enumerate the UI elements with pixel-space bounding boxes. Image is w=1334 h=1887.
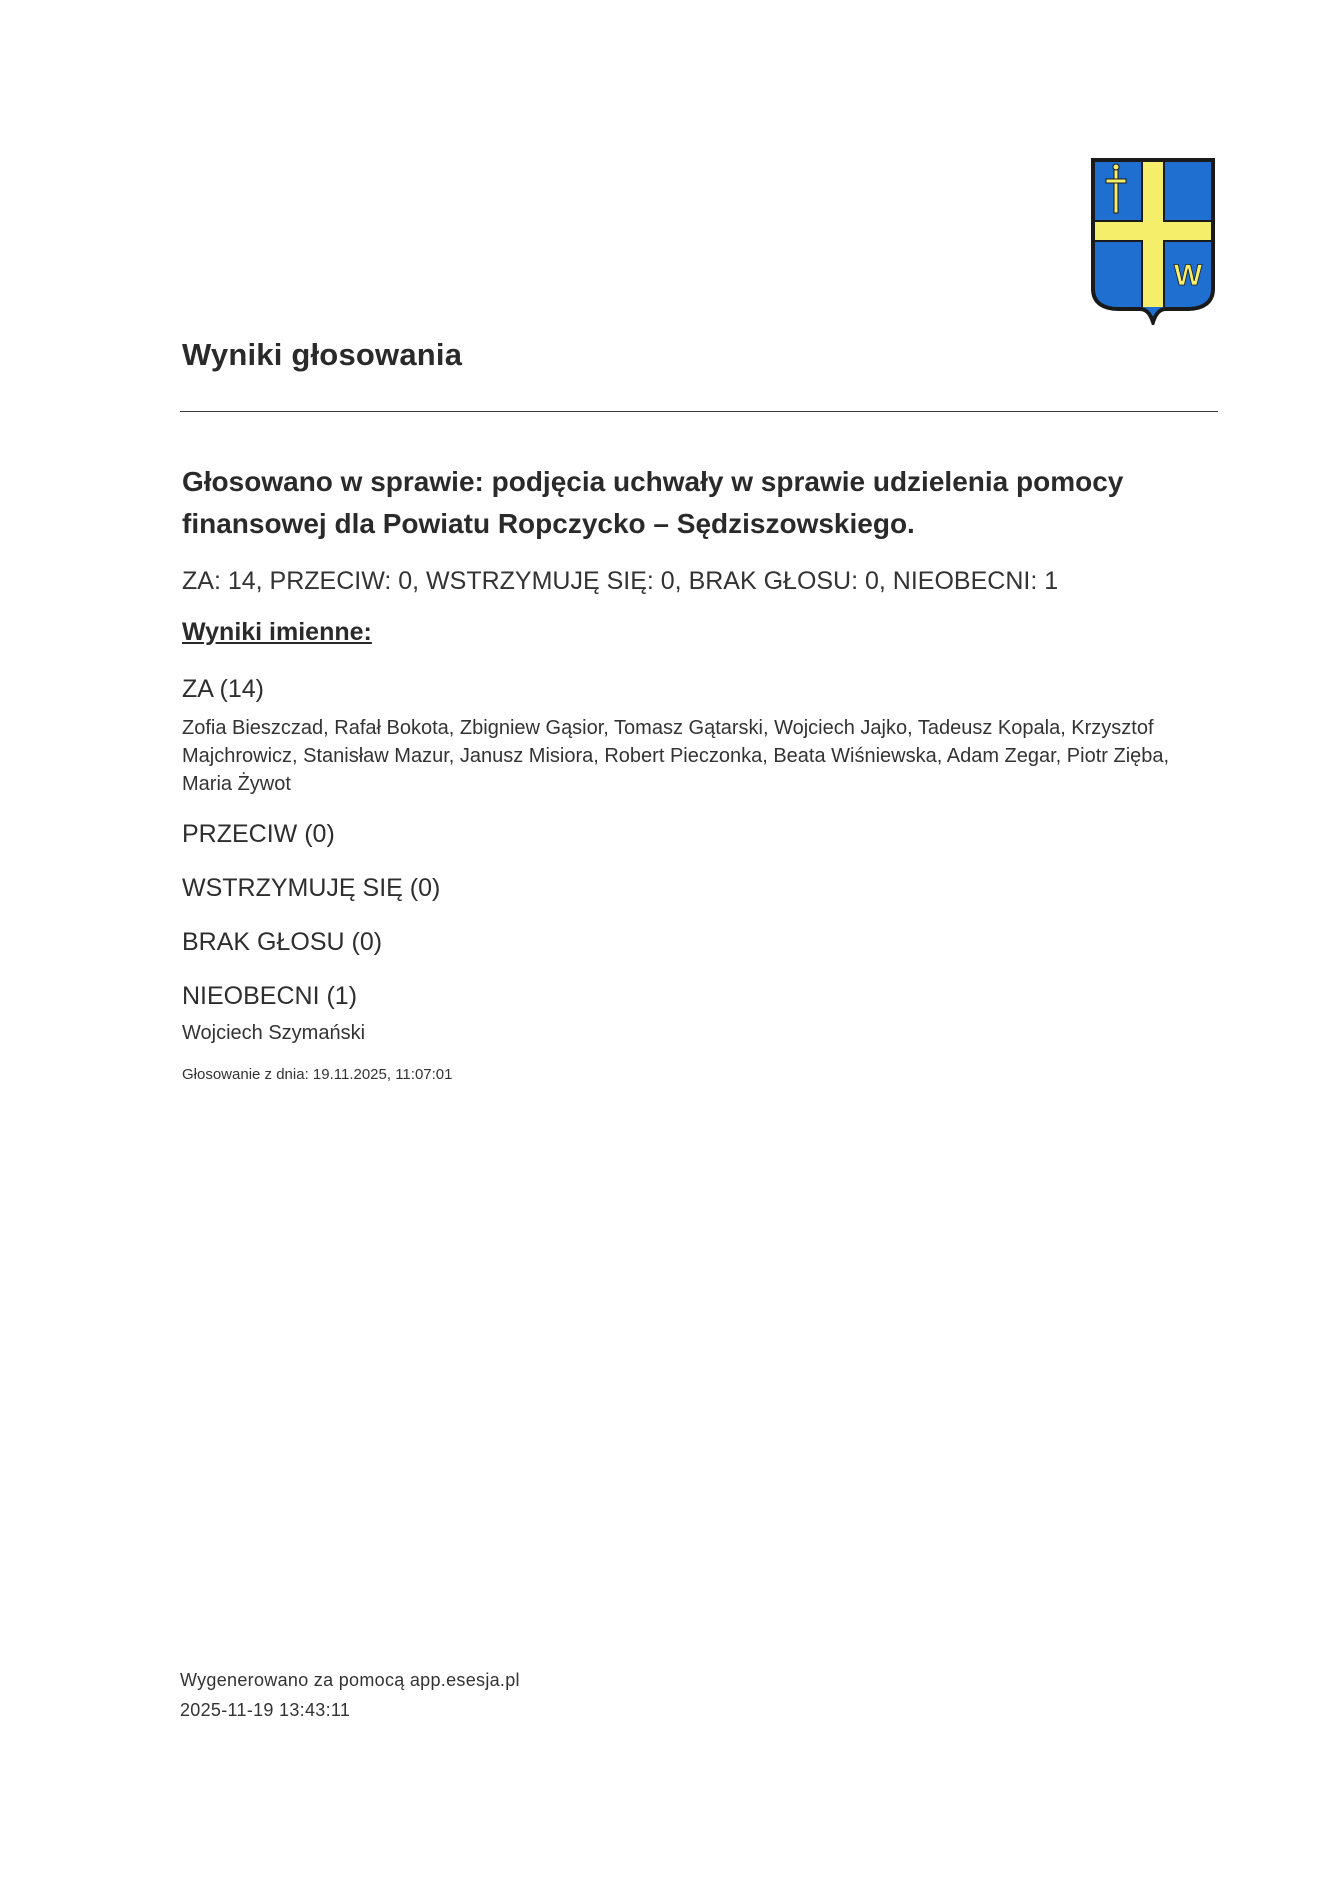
group-title-wstrzymuje: WSTRZYMUJĘ SIĘ (0) bbox=[182, 874, 441, 902]
crest-letter: W bbox=[1173, 259, 1203, 292]
group-names-nieobecni: Wojciech Szymański bbox=[182, 1022, 366, 1044]
footer-generated-by: Wygenerowano za pomocą app.esesja.pl bbox=[180, 1670, 520, 1690]
divider bbox=[180, 411, 1218, 412]
vote-date: Głosowanie z dnia: 19.11.2025, 11:07:01 bbox=[182, 1066, 453, 1083]
footer-generated-at: 2025-11-19 13:43:11 bbox=[180, 1700, 351, 1720]
group-title-przeciw: PRZECIW (0) bbox=[182, 820, 335, 848]
vote-subject: Głosowano w sprawie: podjęcia uchwały w sprawie udzielenia pomocy finansowej dla Powiatu Ropczycko – Sędziszowskiego. bbox=[182, 466, 1124, 539]
named-results-header: Wyniki imienne: bbox=[182, 618, 372, 646]
coat-of-arms-icon bbox=[1090, 157, 1216, 325]
group-title-nieobecni: NIEOBECNI (1) bbox=[182, 982, 358, 1010]
group-names-za: Zofia Bieszczad, Rafał Bokota, Zbigniew Gąsior, Tomasz Gątarski, Wojciech Jajko, Tadeusz Kopala, Krzysztof Majchrowicz, Stanisław Mazur, Janusz Misiora, Robert Pieczonka, Beata Wiśniewska, Adam Zegar, Piotr Zięba, Maria Żywot bbox=[182, 717, 1170, 795]
page-title: Wyniki głosowania bbox=[182, 337, 463, 372]
vote-summary: ZA: 14, PRZECIW: 0, WSTRZYMUJĘ SIĘ: 0, BRAK GŁOSU: 0, NIEOBECNI: 1 bbox=[182, 567, 1059, 595]
group-title-brak-glosu: BRAK GŁOSU (0) bbox=[182, 928, 383, 956]
group-title-za: ZA (14) bbox=[182, 675, 264, 703]
